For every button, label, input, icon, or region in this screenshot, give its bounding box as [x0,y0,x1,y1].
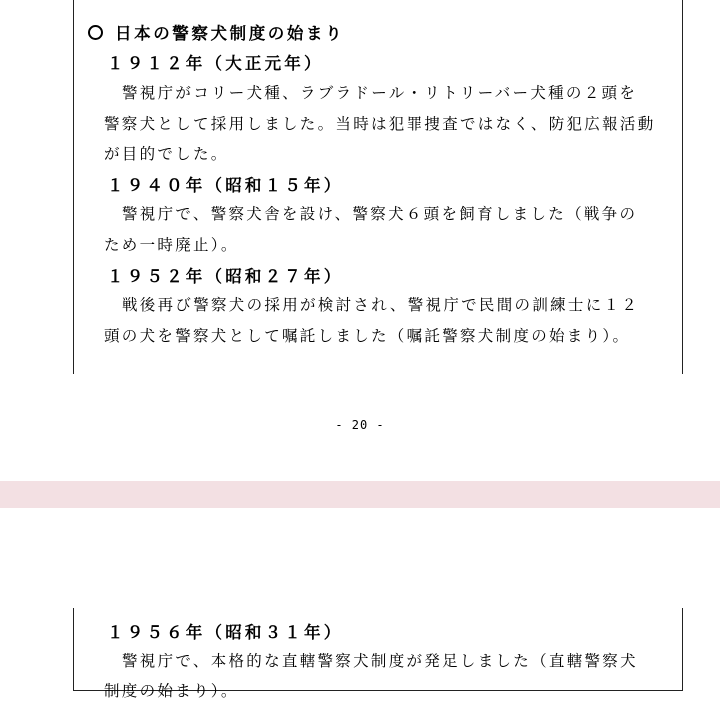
year-heading-1952: １９５２年（昭和２７年） [107,267,344,286]
section-heading: 日本の警察犬制度の始まり [88,20,344,44]
paragraph-line: ため一時廃止）。 [104,236,239,254]
paragraph-line: 警視庁がコリー犬種、ラブラドール・リトリーバー犬種の２頭を [122,84,638,102]
year-heading-1912: １９１２年（大正元年） [107,54,324,73]
year-heading-1956: １９５６年（昭和３１年） [107,623,344,642]
paragraph-line: 警視庁で、警察犬舎を設け、警察犬６頭を飼育しました（戦争の [122,205,638,223]
circle-bullet-icon [88,25,103,40]
paragraph-line: 警察犬として採用しました。当時は犯罪捜査ではなく、防犯広報活動 [104,115,656,133]
page-number: - 20 - [335,418,385,432]
year-heading-1940: １９４０年（昭和１５年） [107,176,344,195]
page-divider [0,481,720,508]
paragraph-line: 戦後再び警察犬の採用が検討され、警視庁で民間の訓練士に１２ [122,296,640,314]
paragraph-line: 制度の始まり）。 [104,682,239,700]
paragraph-line: 警視庁で、本格的な直轄警察犬制度が発足しました（直轄警察犬 [122,652,638,670]
paragraph-line: が目的でした。 [104,145,229,163]
document-page-21 [0,508,720,720]
paragraph-line: 頭の犬を警察犬として嘱託しました（嘱託警察犬制度の始まり）。 [104,327,631,345]
